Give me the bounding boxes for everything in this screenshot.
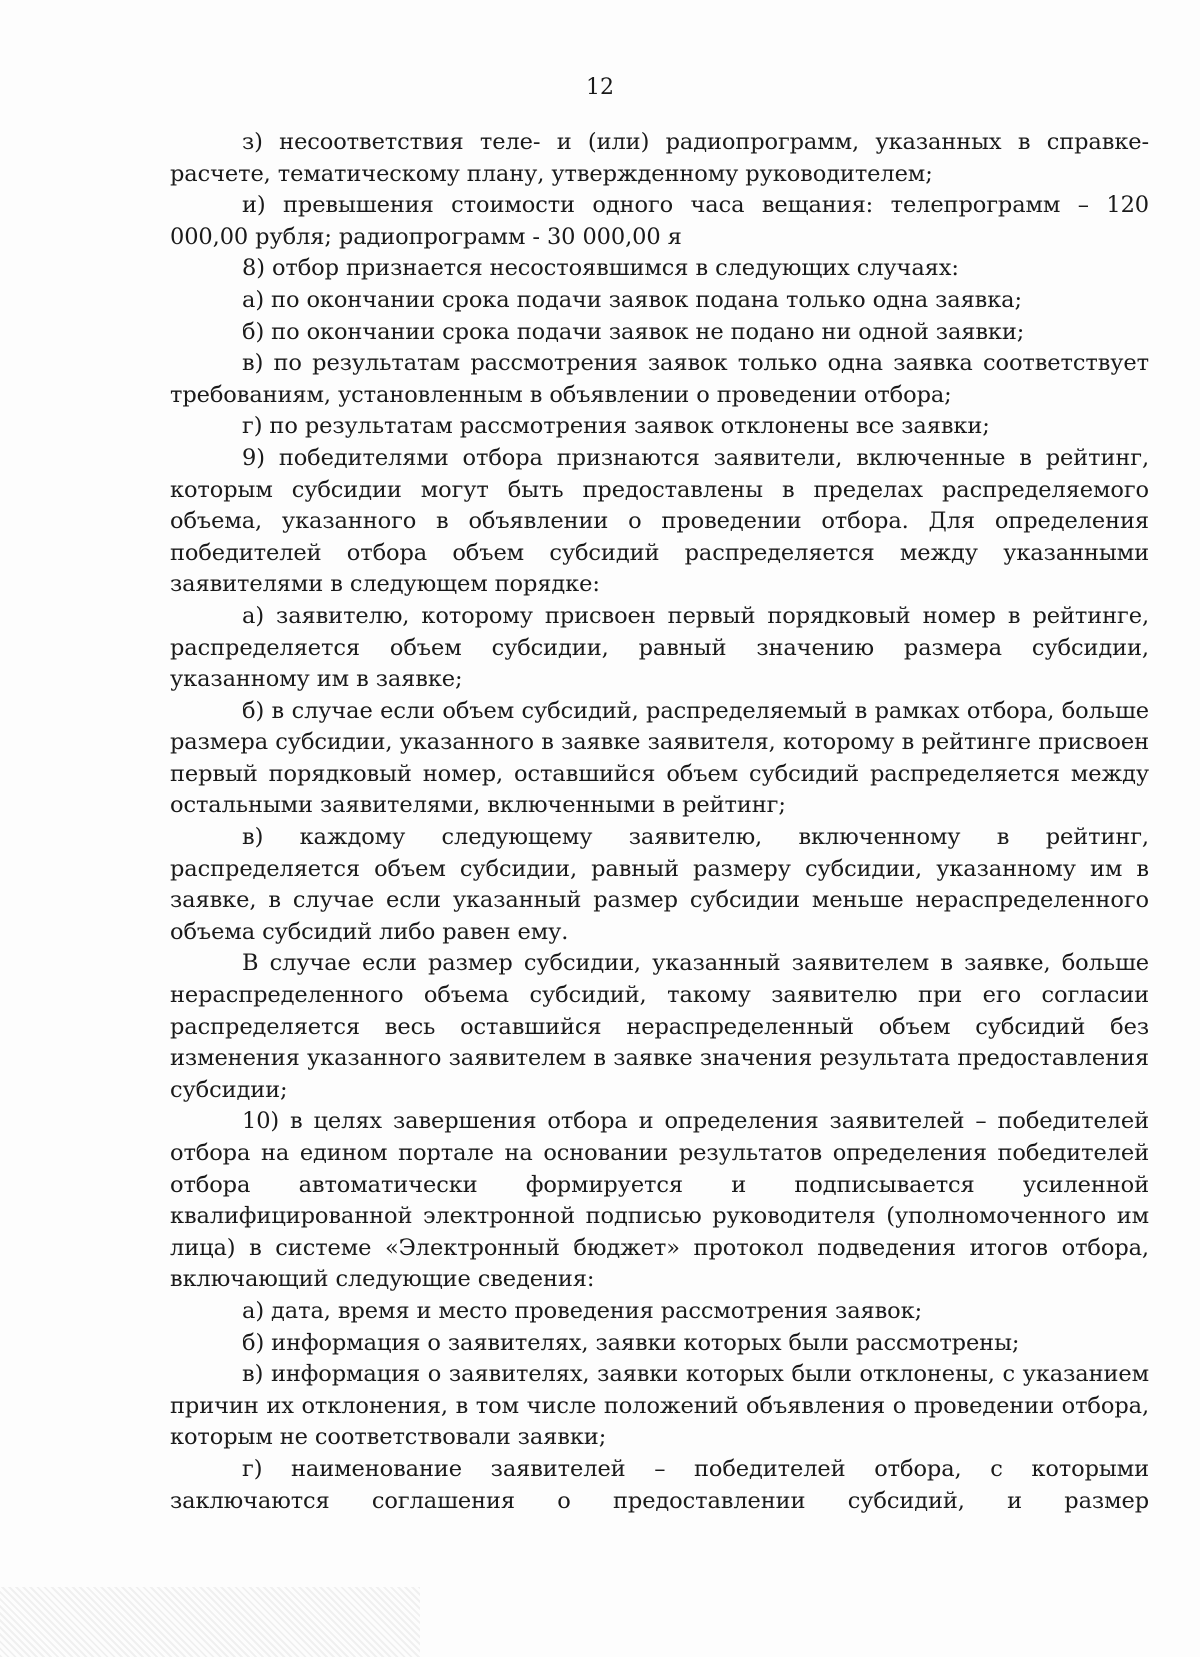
paragraph-8: 8) отбор признается несостоявшимся в следующих случаях: <box>242 255 959 282</box>
paragraph-8v: в) по результатам рассмотрения заявок только одна заявка соответствует требованиям, установленным в объявлении о проведении отбора; <box>170 350 1149 408</box>
paragraph-8a: а) по окончании срока подачи заявок подана только одна заявка; <box>242 286 1022 313</box>
paragraph-10b: б) информация о заявителях, заявки которых были рассмотрены; <box>242 1329 1020 1356</box>
paragraph-10: 10) в целях завершения отбора и определения заявителей – победителей отбора на едином портале на основании результатов определения победителей отбора автоматически формируется и подписывается усиленной квалифицированной электронной подписью руководителя (уполномоченного им лица) в системе «Электронный бюджет» протокол подведения итогов отбора, включающий следующие сведения: <box>170 1108 1149 1293</box>
page-number: 12 <box>586 75 614 100</box>
paragraph-10g: г) наименование заявителей – победителей отбора, с которыми заключаются соглашения о предоставлении субсидий, и размер <box>170 1455 1149 1514</box>
paragraph-i: и) превышения стоимости одного часа вещания: телепрограмм – 120 000,00 рубля; радиопрограмм - 30 000,00 я <box>170 192 1149 250</box>
paragraph-9b: б) в случае если объем субсидий, распределяемый в рамках отбора, больше размера субсидии, указанного в заявке заявителя, которому в рейтинге присвоен первый порядковый номер, оставшийся объем субсидий распределяется между остальными заявителями, включенными в рейтинг; <box>170 697 1149 819</box>
paragraph-8b: б) по окончании срока подачи заявок не подано ни одной заявки; <box>242 318 1025 345</box>
paragraph-9v: в) каждому следующему заявителю, включенному в рейтинг, распределяется объем субсидии, равный размеру субсидии, указанному им в заявке, в случае если указанный размер субсидии меньше нераспределенного объема субсидий либо равен ему. <box>170 824 1149 945</box>
paragraph-z: з) несоответствия теле- и (или) радиопрограмм, указанных в справке-расчете, тематическому плану, утвержденному руководителем; <box>170 129 1149 187</box>
paragraph-9-note: В случае если размер субсидии, указанный заявителем в заявке, больше нераспределенного объема субсидий, такому заявителю при его согласии распределяется весь оставшийся нераспределенный объем субсидий без изменения указанного заявителем в заявке значения результата предоставления субсидии; <box>170 950 1149 1103</box>
scan-artifact <box>0 1587 420 1657</box>
document-body <box>170 127 1149 1517</box>
paragraph-10a: а) дата, время и место проведения рассмотрения заявок; <box>242 1297 923 1324</box>
paragraph-10v: в) информация о заявителях, заявки которых были отклонены, с указанием причин их отклонения, в том числе положений объявления о проведении отбора, которым не соответствовали заявки; <box>170 1361 1149 1451</box>
paragraph-9: 9) победителями отбора признаются заявители, включенные в рейтинг, которым субсидии могут быть предоставлены в пределах распределяемого объема, указанного в объявлении о проведении отбора. Для определения победителей отбора объем субсидий распределяется между указанными заявителями в следующем порядке: <box>170 444 1149 598</box>
paragraph-8g: г) по результатам рассмотрения заявок отклонены все заявки; <box>242 413 990 440</box>
paragraph-9a: а) заявителю, которому присвоен первый порядковый номер в рейтинге, распределяется объем субсидии, равный значению размера субсидии, указанному им в заявке; <box>170 602 1149 693</box>
